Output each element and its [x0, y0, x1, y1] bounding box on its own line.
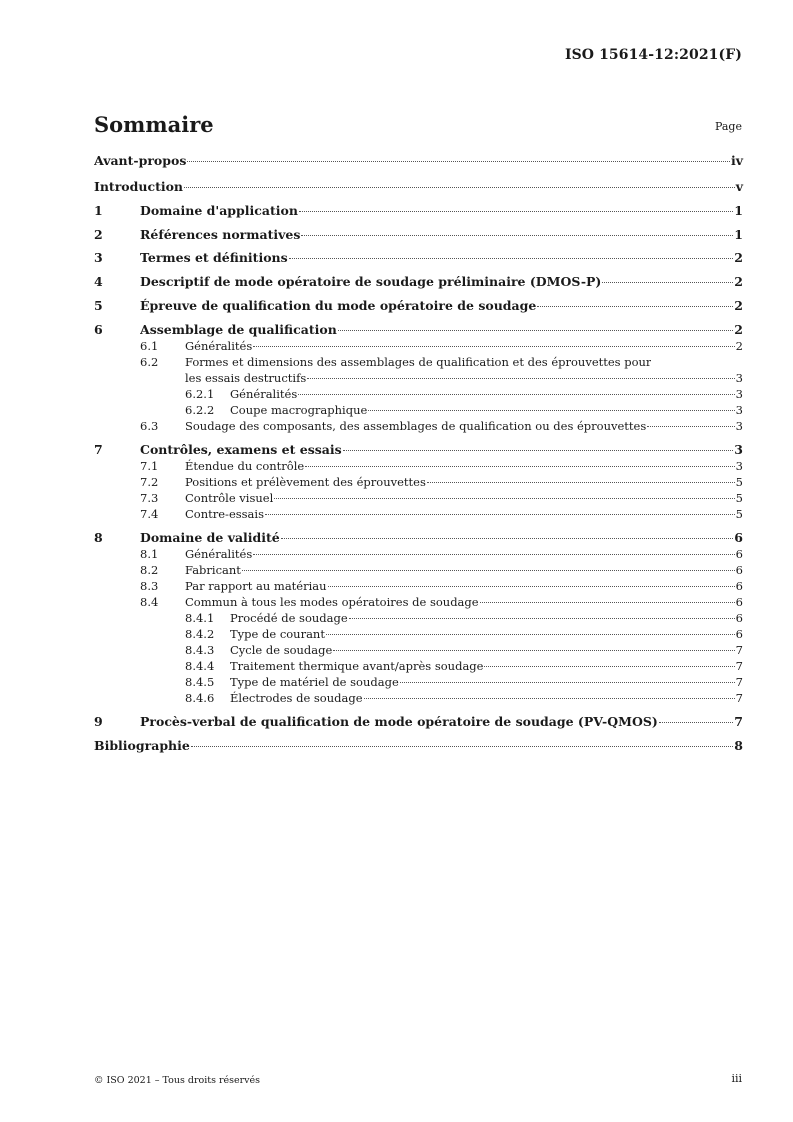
toc-entry-label: Soudage des composants, des assemblages de qualification ou des éprouvettes [185, 419, 647, 433]
toc-entry-number: 7.4 [140, 507, 159, 521]
toc-entry-label: Contre-essais [185, 507, 264, 521]
toc-entry-label: Descriptif de mode opératoire de soudage préliminaire (DMOS-P) [140, 274, 602, 289]
dot-leader [253, 345, 734, 347]
toc-entry-section-8-4-3[interactable] [94, 643, 743, 657]
toc-entry-number: 8.3 [140, 579, 159, 593]
toc-entry-section-8-4-2[interactable] [94, 627, 743, 641]
toc-entry-label: Coupe macrographique [230, 403, 368, 417]
toc-entry-page: 7 [735, 659, 743, 673]
toc-entry-number: 6 [94, 322, 103, 337]
toc-entry-label: Positions et prélèvement des éprouvettes [185, 475, 426, 489]
toc-entry-page: 3 [735, 459, 743, 473]
toc-entry-section-6-2-2[interactable] [94, 403, 743, 417]
toc-entry-label: Traitement thermique avant/après soudage [230, 659, 484, 673]
dot-leader [400, 681, 735, 683]
toc-entry-label: Assemblage de qualification [140, 322, 337, 337]
toc-entry-number: 8.4.1 [185, 611, 215, 625]
toc-entry-number: 7.1 [140, 459, 159, 473]
toc-entry-page: 2 [734, 274, 743, 289]
toc-entry-number: 6.2.2 [185, 403, 215, 417]
dot-leader [659, 721, 734, 723]
dot-leader [242, 569, 735, 571]
toc-entry-label: Généralités [185, 339, 253, 353]
toc-entry-section-6[interactable] [94, 322, 743, 337]
toc-entry-page: 3 [735, 387, 743, 401]
page-column-heading: Page [714, 120, 742, 133]
toc-entry-section-8-3[interactable] [94, 579, 743, 593]
toc-entry-page: 7 [735, 675, 743, 689]
toc-entry-label: Fabricant [185, 563, 241, 577]
toc-entry-label: Type de matériel de soudage [230, 675, 399, 689]
toc-entry-page: 5 [735, 491, 743, 505]
toc-entry-number: 8.4.2 [185, 627, 215, 641]
toc-entry-section-1[interactable] [94, 203, 743, 218]
dot-leader [484, 665, 734, 667]
toc-entry-page: 6 [735, 579, 743, 593]
toc-entry-section-7-1[interactable] [94, 459, 743, 473]
toc-entry-section-6-1[interactable] [94, 339, 743, 353]
toc-entry-page: 7 [735, 691, 743, 705]
toc-entry-number: 2 [94, 227, 103, 242]
toc-entry-number: 7.2 [140, 475, 159, 489]
toc-entry-page: iv [730, 153, 743, 168]
toc-entry-section-6-3[interactable] [94, 419, 743, 433]
toc-entry-page: 1 [734, 227, 743, 242]
toc-entry-section-3[interactable] [94, 250, 743, 265]
toc-entry-label: Épreuve de qualification du mode opératoire de soudage [140, 298, 537, 313]
toc-entry-page: 5 [735, 507, 743, 521]
toc-entry-label: Électrodes de soudage [230, 691, 363, 705]
toc-entry-number: 7.3 [140, 491, 159, 505]
toc-entry-page: 6 [735, 563, 743, 577]
toc-entry-page: 3 [734, 442, 743, 457]
dot-leader [299, 210, 733, 212]
toc-entry-page: 6 [735, 547, 743, 561]
toc-entry-number: 6.2.1 [185, 387, 215, 401]
dot-leader [349, 617, 735, 619]
toc-entry-label-continued: les essais destructifs [185, 371, 307, 385]
toc-entry-section-2[interactable] [94, 227, 743, 242]
toc-entry-section-8-2[interactable] [94, 563, 743, 577]
toc-entry-section-8-4-1[interactable] [94, 611, 743, 625]
toc-entry-page: 2 [735, 339, 743, 353]
toc-entry-label: Commun à tous les modes opératoires de soudage [185, 595, 479, 609]
toc-entry-page: 1 [734, 203, 743, 218]
toc-entry-label: Généralités [185, 547, 253, 561]
toc-entry-label: Généralités [230, 387, 298, 401]
dot-leader [274, 497, 734, 499]
toc-entry-number: 6.2 [140, 355, 159, 369]
dot-leader [265, 513, 735, 515]
toc-entry-page: 7 [735, 643, 743, 657]
dot-leader [602, 281, 733, 283]
page-number: iii [731, 1072, 742, 1085]
dot-leader [307, 377, 734, 379]
toc-entry-number: 7 [94, 442, 103, 457]
dot-leader [328, 585, 735, 587]
toc-entry-page: 7 [734, 714, 743, 729]
toc-entry-number: 8.4.3 [185, 643, 215, 657]
dot-leader [338, 329, 733, 331]
dot-leader [281, 537, 734, 539]
toc-entry-number: 8.4 [140, 595, 159, 609]
toc-entry-page: 2 [734, 250, 743, 265]
dot-leader [301, 234, 733, 236]
toc-entry-number: 8.1 [140, 547, 159, 561]
toc-entry-section-8-1[interactable] [94, 547, 743, 561]
toc-entry-page: 6 [735, 627, 743, 641]
toc-entry-section-8[interactable] [94, 530, 743, 545]
dot-leader [298, 393, 734, 395]
dot-leader [305, 465, 734, 467]
dot-leader [184, 186, 735, 188]
toc-entry-section-5[interactable] [94, 298, 743, 313]
toc-entry-section-8-4-6[interactable] [94, 691, 743, 705]
dot-leader [427, 481, 735, 483]
dot-leader [253, 553, 734, 555]
toc-entry-label: Introduction [94, 179, 184, 194]
toc-entry-section-7[interactable] [94, 442, 743, 457]
dot-leader [537, 305, 733, 307]
toc-entry-section-6-2[interactable] [94, 355, 743, 369]
toc-entry-label: Étendue du contrôle [185, 459, 305, 473]
toc-entry-number: 3 [94, 250, 103, 265]
toc-entry-section-7-3[interactable] [94, 491, 743, 505]
dot-leader [289, 257, 734, 259]
toc-entry-label: Contrôles, examens et essais [140, 442, 342, 457]
toc-entry-section-8-4-5[interactable] [94, 675, 743, 689]
toc-entry-page: 3 [735, 403, 743, 417]
toc-entry-number: 9 [94, 714, 103, 729]
toc-entry-label: Procès-verbal de qualification de mode opératoire de soudage (PV-QMOS) [140, 714, 658, 729]
toc-entry-page: v [735, 179, 743, 194]
toc-entry-number: 8.2 [140, 563, 159, 577]
toc-entry-label: Termes et définitions [140, 250, 288, 265]
toc-entry-bibliography[interactable] [94, 738, 743, 753]
dot-leader [364, 697, 735, 699]
toc-entry-section-7-4[interactable] [94, 507, 743, 521]
toc-entry-section-8-4-4[interactable] [94, 659, 743, 673]
toc-entry-page: 8 [734, 738, 743, 753]
toc-entry-label: Avant-propos [94, 153, 187, 168]
toc-entry-section-7-2[interactable] [94, 475, 743, 489]
toc-entry-number: 4 [94, 274, 103, 289]
toc-entry-section-9[interactable] [94, 714, 743, 729]
toc-entry-number: 5 [94, 298, 103, 313]
toc-entry-section-6-2-continued[interactable] [94, 371, 743, 385]
toc-entry-label: Domaine d'application [140, 203, 298, 218]
toc-entry-label: Par rapport au matériau [185, 579, 327, 593]
dot-leader [333, 649, 734, 651]
toc-entry-number: 8.4.5 [185, 675, 215, 689]
toc-entry-section-4[interactable] [94, 274, 743, 289]
toc-entry-page: 3 [735, 371, 743, 385]
toc-entry-foreword[interactable] [94, 153, 743, 168]
dot-leader [480, 601, 735, 603]
toc-entry-page: 6 [735, 611, 743, 625]
toc-entry-section-8-4[interactable] [94, 595, 743, 609]
dot-leader [326, 633, 735, 635]
toc-entry-number: 6.1 [140, 339, 159, 353]
toc-entry-number: 1 [94, 203, 103, 218]
toc-entry-label: Procédé de soudage [230, 611, 348, 625]
toc-entry-page: 5 [735, 475, 743, 489]
copyright-notice: © ISO 2021 – Tous droits réservés [94, 1075, 261, 1086]
toc-entry-page: 3 [735, 419, 743, 433]
toc-entry-introduction[interactable] [94, 179, 743, 194]
toc-entry-label: Bibliographie [94, 738, 190, 753]
dot-leader [343, 449, 734, 451]
toc-entry-number: 8 [94, 530, 103, 545]
toc-entry-page: 2 [734, 322, 743, 337]
toc-entry-page: 6 [735, 595, 743, 609]
toc-entry-label: Domaine de validité [140, 530, 280, 545]
dot-leader [368, 409, 734, 411]
dot-leader [647, 425, 734, 427]
toc-entry-label: Contrôle visuel [185, 491, 274, 505]
dot-leader [187, 160, 730, 162]
toc-entry-section-6-2-1[interactable] [94, 387, 743, 401]
toc-entry-label: Formes et dimensions des assemblages de qualification et des éprouvettes pour [185, 355, 652, 369]
toc-entry-label: Type de courant [230, 627, 325, 641]
toc-entry-page: 6 [734, 530, 743, 545]
toc-entry-label: Références normatives [140, 227, 301, 242]
toc-entry-number: 8.4.4 [185, 659, 215, 673]
toc-entry-number: 8.4.6 [185, 691, 215, 705]
dot-leader [191, 745, 733, 747]
toc-entry-number: 6.3 [140, 419, 159, 433]
toc-entry-label: Cycle de soudage [230, 643, 333, 657]
toc-title: Sommaire [94, 112, 214, 137]
toc-entry-page: 2 [734, 298, 743, 313]
document-id: ISO 15614-12:2021(F) [564, 47, 742, 63]
